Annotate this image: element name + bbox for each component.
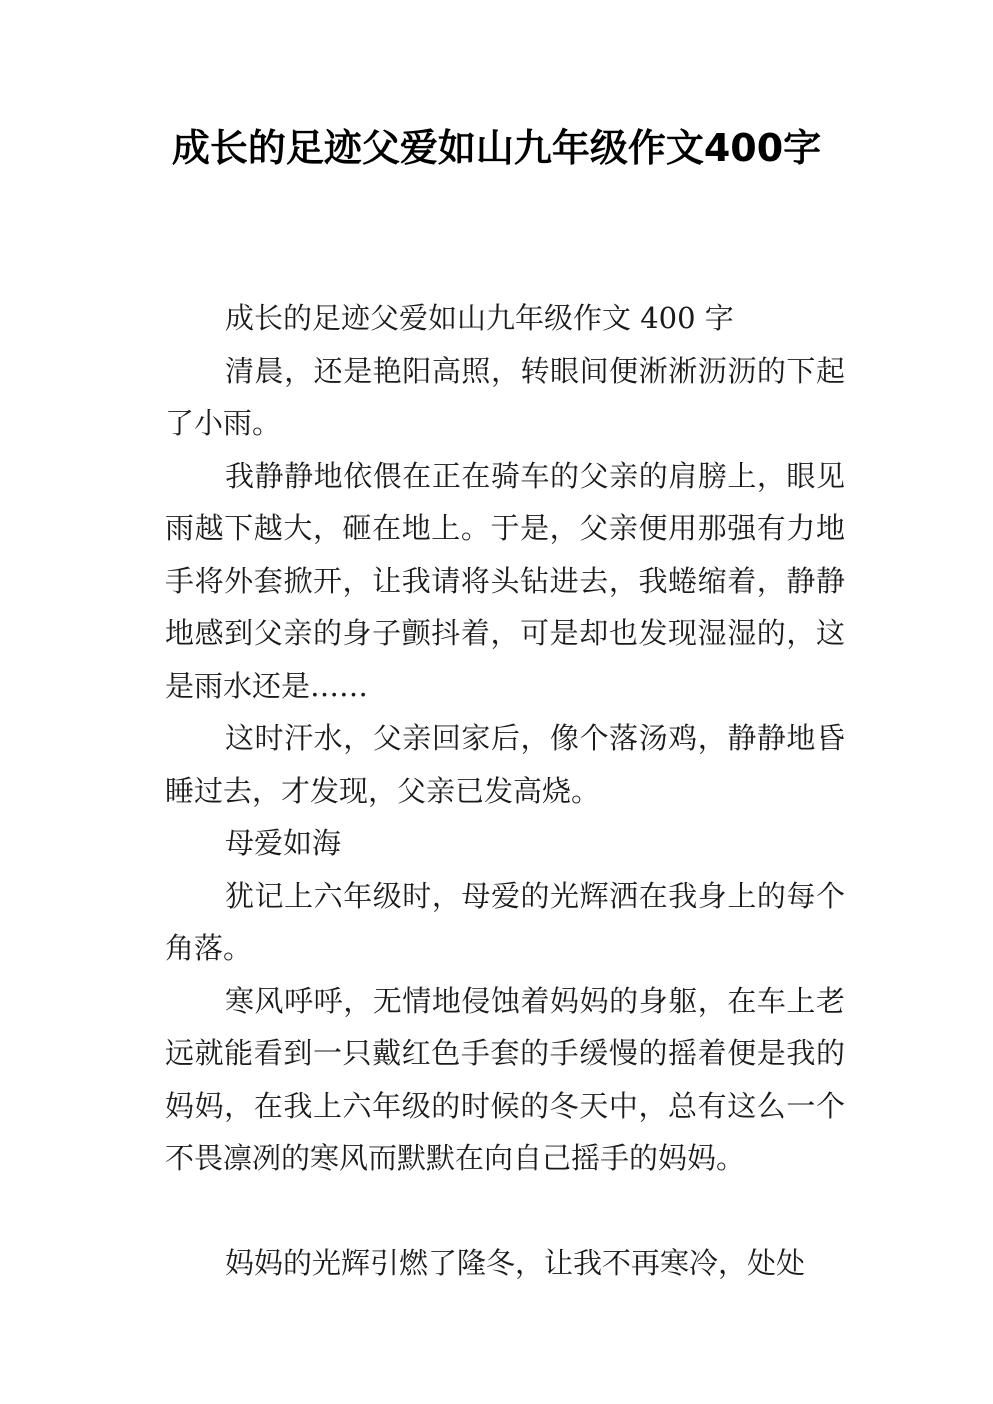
document-body	[165, 292, 845, 1289]
section-heading: 母爱如海	[225, 826, 342, 860]
paragraph: 犹记上六年级时，母爱的光辉洒在我身上的每个角落。	[165, 878, 845, 965]
paragraph: 清晨，还是艳阳高照，转眼间便淅淅沥沥的下起了小雨。	[165, 353, 845, 440]
paragraph: 寒风呼呼，无情地侵蚀着妈妈的身躯，在车上老远就能看到一只戴红色手套的手缓慢的摇着便是我的妈妈，在我上六年级的时候的冬天中，总有这么一个不畏凛冽的寒风而默默在向自己摇手的妈妈。	[165, 983, 845, 1175]
paragraph: 这时汗水，父亲回家后，像个落汤鸡，静静地昏睡过去，才发现，父亲已发高烧。	[165, 721, 845, 808]
paragraph-subtitle: 成长的足迹父爱如山九年级作文 400 字	[225, 301, 734, 335]
document-title: 成长的足迹父爱如山九年级作文400字	[171, 126, 822, 170]
paragraph: 我静静地依偎在正在骑车的父亲的肩膀上，眼见雨越下越大，砸在地上。于是，父亲便用那强有力地手将外套掀开，让我请将头钻进去，我蜷缩着，静静地感到父亲的身子颤抖着，可是却也发现湿湿的，这是雨水还是……	[165, 458, 845, 703]
paragraph: 妈妈的光辉引燃了隆冬，让我不再寒冷，处处	[225, 1245, 806, 1280]
